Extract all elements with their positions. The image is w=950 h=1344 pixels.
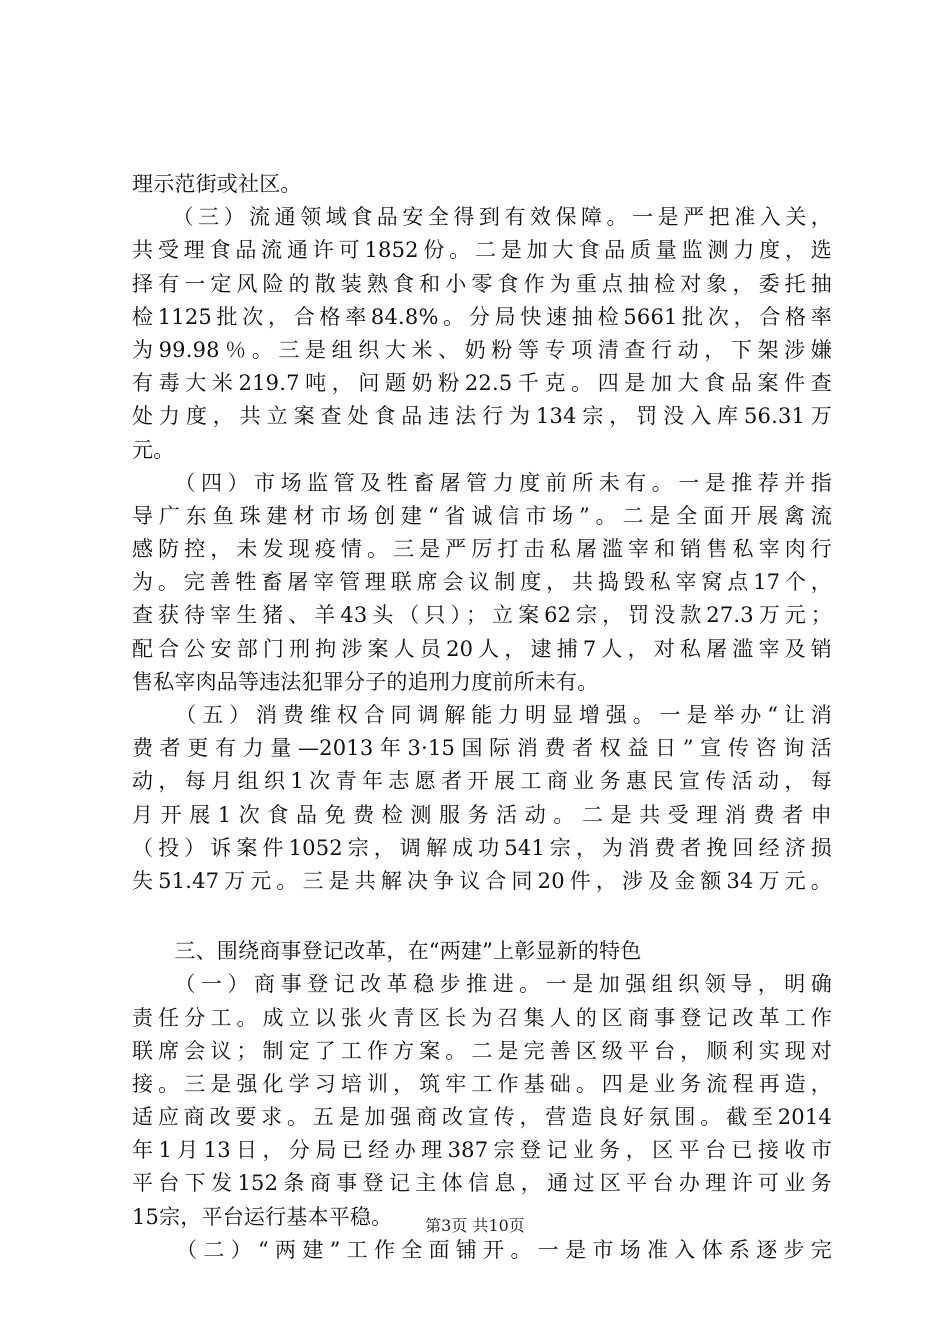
paragraph <box>132 699 832 898</box>
text-line: 处力度，共立案查处食品违法行为134宗，罚没入库56.31万 <box>132 404 832 429</box>
text-line: （五）消费维权合同调解能力明显增强。一是举办“让消 <box>132 703 832 727</box>
document-body <box>132 168 832 1267</box>
text-line: 元。 <box>132 437 175 462</box>
text-line: 年1月13日，分局已经办理387宗登记业务，区平台已接收市 <box>132 1138 832 1163</box>
text-line: 感防控，未发现疫情。三是严厉打击私屠滥宰和销售私宰肉行 <box>132 537 832 562</box>
paragraph <box>132 168 832 201</box>
text-line: 检1125批次，合格率84.8%。分局快速抽检5661批次，合格率 <box>132 304 832 329</box>
text-line: 15宗，平台运行基本平稳。 <box>132 1204 393 1229</box>
text-line: （二）“两建”工作全面铺开。一是市场准入体系逐步完 <box>132 1237 832 1262</box>
text-line: 导广东鱼珠建材市场创建“省诚信市场”。二是全面开展禽流 <box>132 503 832 528</box>
text-line: 动，每月组织1次青年志愿者开展工商业务惠民宣传活动，每 <box>132 769 832 794</box>
text-line: 失51.47万元。三是共解决争议合同20件，涉及金额34万元。 <box>132 868 832 893</box>
paragraph-gap <box>132 898 832 935</box>
text-line: 费者更有力量—2013年3·15国际消费者权益日”宣传咨询活 <box>132 736 832 761</box>
text-line: 联席会议；制定了工作方案。二是完善区级平台，顺利实现对 <box>132 1038 832 1063</box>
text-line: 查获待宰生猪、羊43头（只）；立案62宗，罚没款27.3万元； <box>132 603 832 628</box>
text-line: 共受理食品流通许可1852份。二是加大食品质量监测力度，选 <box>132 238 832 263</box>
text-line: （三）流通领域食品安全得到有效保障。一是严把准入关， <box>132 205 832 230</box>
text-line: 平台下发152条商事登记主体信息，通过区平台办理许可业务 <box>132 1171 832 1196</box>
paragraph <box>132 467 832 699</box>
section-heading <box>132 935 832 968</box>
paragraph <box>132 968 832 1234</box>
text-line: 有毒大米219.7吨，问题奶粉22.5千克。四是加大食品案件查 <box>132 371 832 396</box>
text-line: （投）诉案件1052宗，调解成功541宗，为消费者挽回经济损 <box>132 835 832 860</box>
text-line: （四）市场监管及牲畜屠管力度前所未有。一是推荐并指 <box>132 470 832 495</box>
text-line: 售私宰肉品等违法犯罪分子的追刑力度前所未有。 <box>132 669 599 694</box>
text-line: （一）商事登记改革稳步推进。一是加强组织领导，明确 <box>132 972 832 997</box>
paragraph <box>132 1234 832 1267</box>
page-footer: 第3页 共10页 <box>425 1216 525 1235</box>
text-line: 接。三是强化学习培训，筑牢工作基础。四是业务流程再造， <box>132 1071 832 1096</box>
text-line: 理示范街或社区。 <box>132 172 302 196</box>
text-line: 适应商改要求。五是加强商改宣传，营造良好氛围。截至2014 <box>132 1105 832 1130</box>
heading-line: 三、围绕商事登记改革，在“两建”上彰显新的特色 <box>132 939 642 964</box>
text-line: 为99.98％。三是组织大米、奶粉等专项清查行动，下架涉嫌 <box>132 337 832 362</box>
text-line: 为。完善牲畜屠宰管理联席会议制度，共捣毁私宰窝点17个， <box>132 570 832 595</box>
text-line: 责任分工。成立以张火青区长为召集人的区商事登记改革工作 <box>132 1005 832 1030</box>
text-line: 月开展1次食品免费检测服务活动。二是共受理消费者申 <box>132 802 832 827</box>
text-line: 配合公安部门刑拘涉案人员20人，逮捕7人，对私屠滥宰及销 <box>132 636 832 661</box>
text-line: 择有一定风险的散装熟食和小零食作为重点抽检对象，委托抽 <box>132 271 832 296</box>
paragraph <box>132 201 832 467</box>
